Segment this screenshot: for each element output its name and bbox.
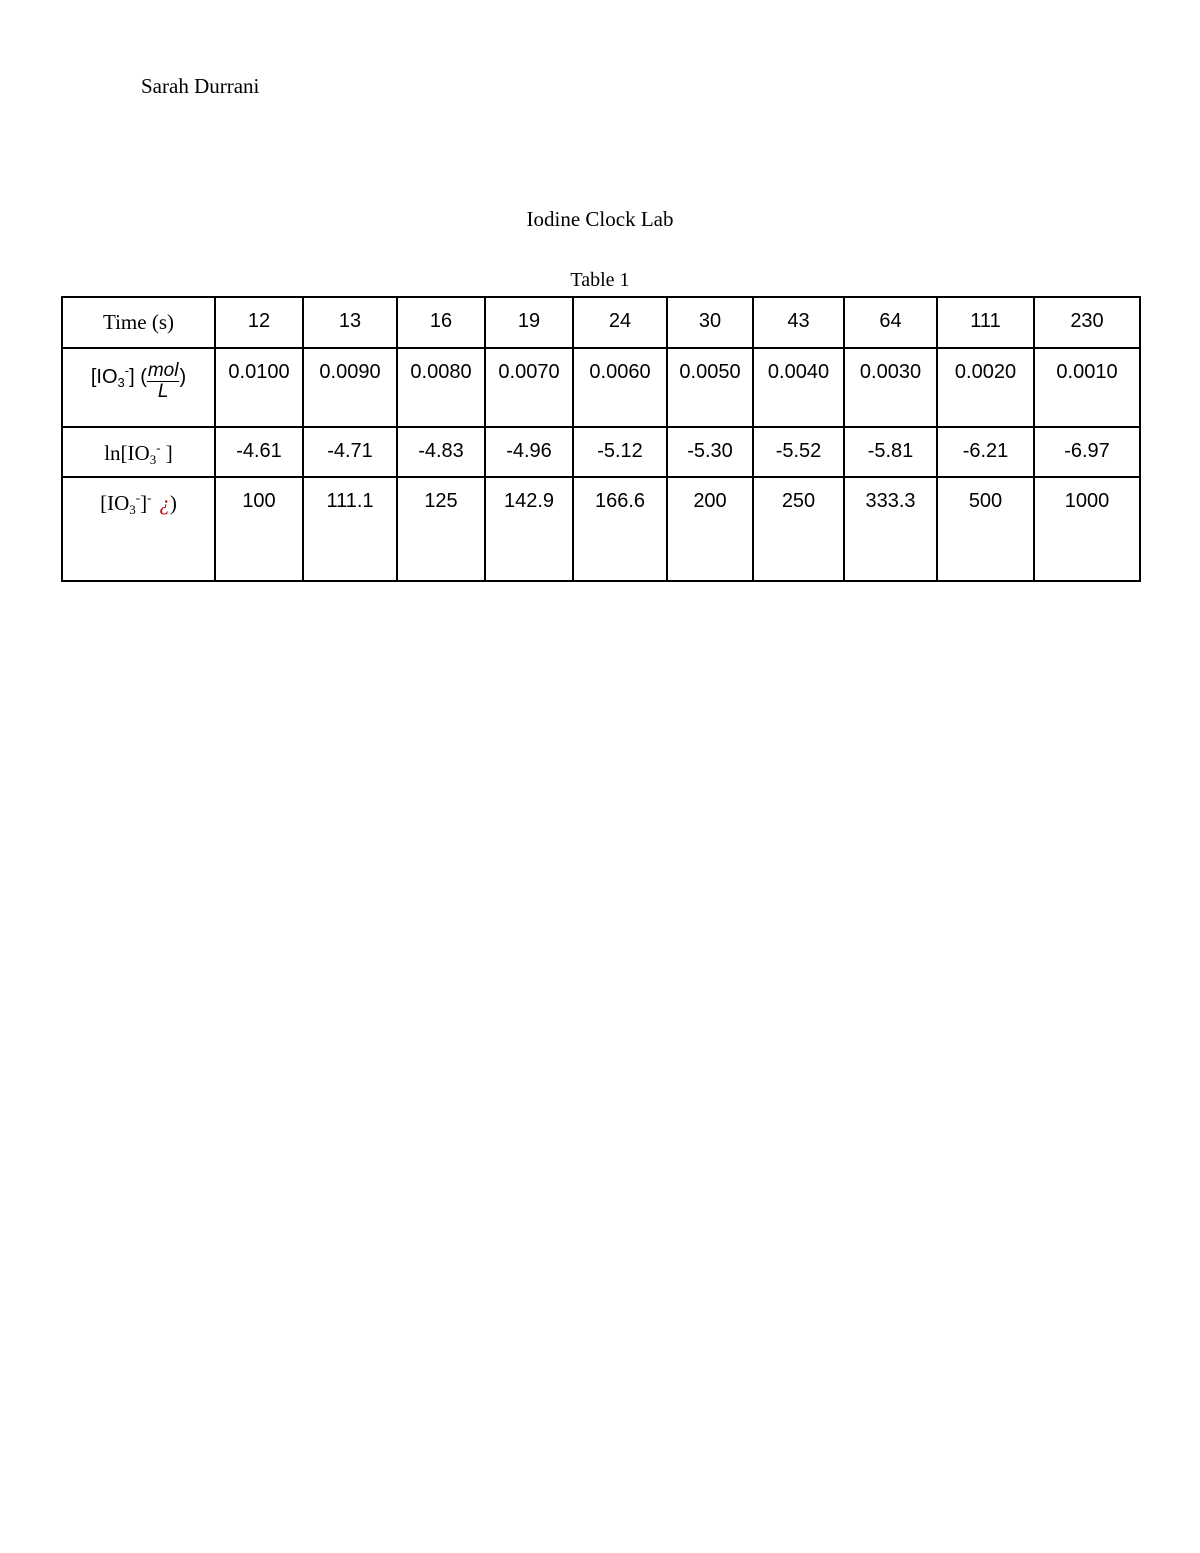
equation-error-glyph: ¿ (159, 491, 170, 515)
inv-label-sub: 3 (129, 502, 136, 517)
inverse-concentration-row (62, 477, 1140, 581)
ln-label-close: ] (165, 441, 173, 465)
mol-per-liter-fraction (147, 361, 180, 402)
time-cell: 16 (397, 297, 485, 348)
inverse-cell: 142.9 (485, 477, 573, 581)
conc-label-sub: 3 (117, 375, 125, 390)
concentration-row (62, 348, 1140, 427)
inverse-cell: 111.1 (303, 477, 397, 581)
concentration-cell: 0.0010 (1034, 348, 1140, 427)
inverse-cell: 166.6 (573, 477, 667, 581)
inverse-cell: 250 (753, 477, 844, 581)
time-cell: 64 (844, 297, 937, 348)
time-cell: 19 (485, 297, 573, 348)
ln-cell: -5.52 (753, 427, 844, 477)
concentration-cell: 0.0040 (753, 348, 844, 427)
concentration-cell: 0.0030 (844, 348, 937, 427)
ln-cell: -5.12 (573, 427, 667, 477)
ln-cell: -6.97 (1034, 427, 1140, 477)
inv-label-close: ] (140, 491, 148, 515)
inverse-row-label (62, 477, 215, 581)
inverse-cell: 333.3 (844, 477, 937, 581)
time-row (62, 297, 1140, 348)
time-cell: 24 (573, 297, 667, 348)
time-cell: 111 (937, 297, 1034, 348)
concentration-cell: 0.0020 (937, 348, 1034, 427)
author-name: Sarah Durrani (141, 74, 260, 98)
inverse-cell: 1000 (1034, 477, 1140, 581)
document-title: Iodine Clock Lab (526, 207, 674, 231)
ln-concentration-row (62, 427, 1140, 477)
ln-row-label (62, 427, 215, 477)
data-table (61, 296, 1141, 582)
ln-cell: -4.71 (303, 427, 397, 477)
conc-label-close: ] ( (129, 366, 147, 388)
time-cell: 13 (303, 297, 397, 348)
ln-cell: -6.21 (937, 427, 1034, 477)
time-cell: 43 (753, 297, 844, 348)
fraction-denominator: L (157, 381, 169, 402)
concentration-cell: 0.0080 (397, 348, 485, 427)
time-row-label: Time (s) (62, 297, 215, 348)
inverse-cell: 200 (667, 477, 753, 581)
concentration-cell: 0.0070 (485, 348, 573, 427)
concentration-cell: 0.0090 (303, 348, 397, 427)
ln-label-sup: - (156, 440, 161, 455)
ln-cell: -4.83 (397, 427, 485, 477)
ln-cell: -4.61 (215, 427, 303, 477)
fraction-numerator: mol (147, 360, 179, 381)
inv-label-sup: - (135, 490, 141, 505)
ln-label-sub: 3 (149, 452, 157, 467)
ln-cell: -4.96 (485, 427, 573, 477)
ln-label-open: ln[IO (104, 441, 150, 465)
time-cell: 30 (667, 297, 753, 348)
inverse-cell: 125 (397, 477, 485, 581)
inv-label-open: [IO (100, 491, 130, 515)
concentration-cell: 0.0060 (573, 348, 667, 427)
ln-cell: -5.30 (667, 427, 753, 477)
conc-label-open: [IO (90, 366, 118, 388)
conc-label-sup: - (124, 363, 130, 378)
time-cell: 12 (215, 297, 303, 348)
inv-label-paren: ) (169, 491, 177, 515)
time-cell: 230 (1034, 297, 1140, 348)
ln-cell: -5.81 (844, 427, 937, 477)
concentration-row-label (62, 348, 215, 427)
inverse-cell: 100 (215, 477, 303, 581)
concentration-cell: 0.0100 (215, 348, 303, 427)
inv-label-sup2: - (147, 490, 152, 505)
conc-label-unit-close: ) (179, 366, 187, 388)
table-caption: Table 1 (570, 269, 630, 291)
inverse-cell: 500 (937, 477, 1034, 581)
concentration-cell: 0.0050 (667, 348, 753, 427)
